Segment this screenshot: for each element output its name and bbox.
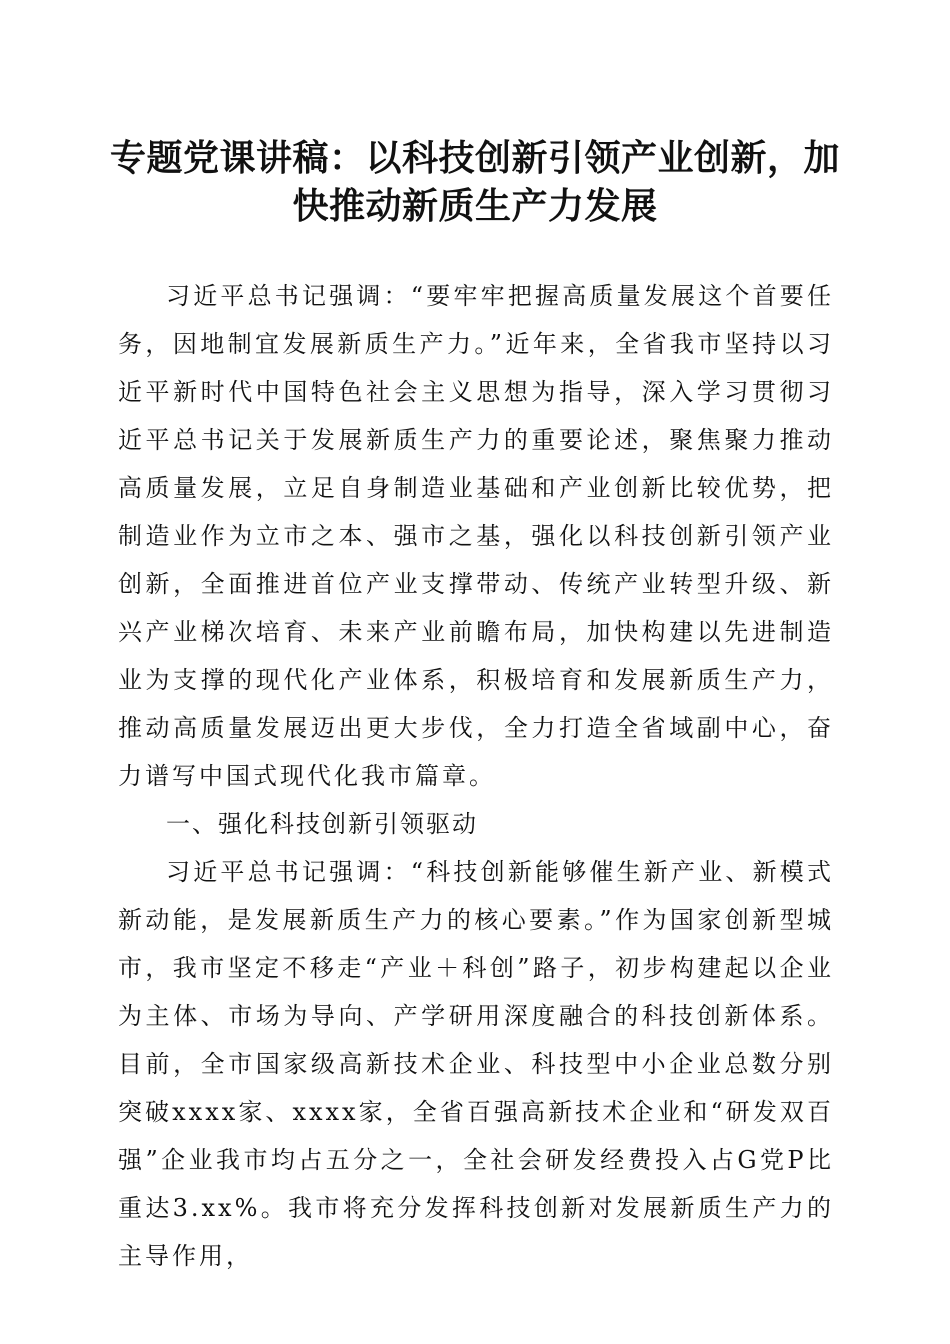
- section-1-heading: 一、强化科技创新引领驱动: [166, 810, 478, 838]
- document-body: [118, 272, 834, 1280]
- section-1-paragraph: 习近平总书记强调：“科技创新能够催生新产业、新模式新动能，是发展新质生产力的核心要素。”作为国家创新型城市，我市坚定不移走“产业＋科创”路子，初步构建起以企业为主体、市场为导向、产学研用深度融合的科技创新体系。目前，全市国家级高新技术企业、科技型中小企业总数分别突破xxxx家、xxxx家，全省百强高新技术企业和“研发双百强”企业我市均占五分之一，全社会研发经费投入占G党P比重达3.xx%。我市将充分发挥科技创新对发展新质生产力的主导作用，: [118, 858, 834, 1270]
- document-title: [110, 134, 840, 230]
- document-title-line-2: 快推动新质生产力发展: [292, 185, 658, 227]
- intro-paragraph: 习近平总书记强调：“要牢牢把握高质量发展这个首要任务，因地制宜发展新质生产力。”近年来，全省我市坚持以习近平新时代中国特色社会主义思想为指导，深入学习贯彻习近平总书记关于发展新质生产力的重要论述，聚焦聚力推动高质量发展，立足自身制造业基础和产业创新比较优势，把制造业作为立市之本、强市之基，强化以科技创新引领产业创新，全面推进首位产业支撑带动、传统产业转型升级、新兴产业梯次培育、未来产业前瞻布局，加快构建以先进制造业为支撑的现代化产业体系，积极培育和发展新质生产力，推动高质量发展迈出更大步伐，全力打造全省域副中心，奋力谱写中国式现代化我市篇章。: [118, 282, 834, 790]
- document-title-line-1: 专题党课讲稿：以科技创新引领产业创新，加: [110, 137, 841, 179]
